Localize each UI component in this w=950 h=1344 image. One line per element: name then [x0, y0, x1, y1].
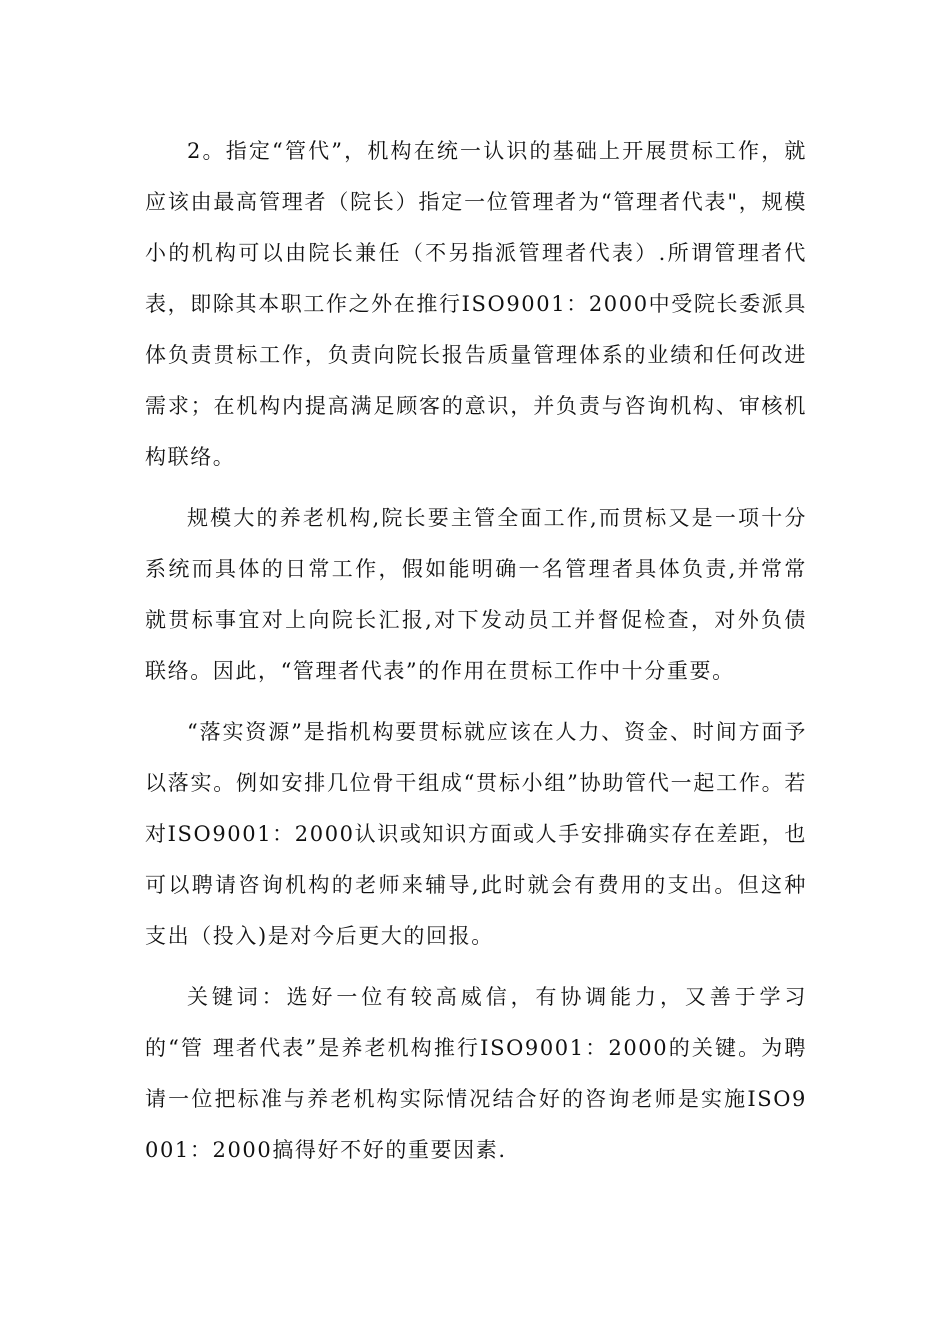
paragraph-3: “落实资源”是指机构要贯标就应该在人力、资金、时间方面予以落实。例如安排几位骨干组成“贯标小组”协助管代一起工作。若对ISO9001：2000认识或知识方面或人手安排确实存在差距，也可以聘请咨询机构的老师来辅导,此时就会有费用的支出。但这种支出（投入)是对今后更大的回报。 [145, 720, 807, 948]
paragraph-1: 2。指定“管代”，机构在统一认识的基础上开展贯标工作，就应该由最高管理者（院长）指定一位管理者为“管理者代表"，规模小的机构可以由院长兼任（不另指派管理者代表）.所谓管理者代表，即除其本职工作之外在推行ISO9001：2000中受院长委派具体负责贯标工作，负责向院长报告质量管理体系的业绩和任何改进需求；在机构内提高满足顾客的意识，并负责与咨询机构、审核机构联络。 [145, 139, 807, 469]
paragraph-4: 关键词：选好一位有较高威信，有协调能力，又善于学习的“管 理者代表”是养老机构推行ISO9001：2000的关键。为聘请一位把标准与养老机构实际情况结合好的咨询老师是实施ISO9001：2000搞得好不好的重要因素. [145, 985, 807, 1162]
paragraph-2: 规模大的养老机构,院长要主管全面工作,而贯标又是一项十分系统而具体的日常工作，假如能明确一名管理者具体负责,并常常就贯标事宜对上向院长汇报,对下发动员工并督促检查，对外负债联络。因此，“管理者代表”的作用在贯标工作中十分重要。 [145, 506, 807, 683]
